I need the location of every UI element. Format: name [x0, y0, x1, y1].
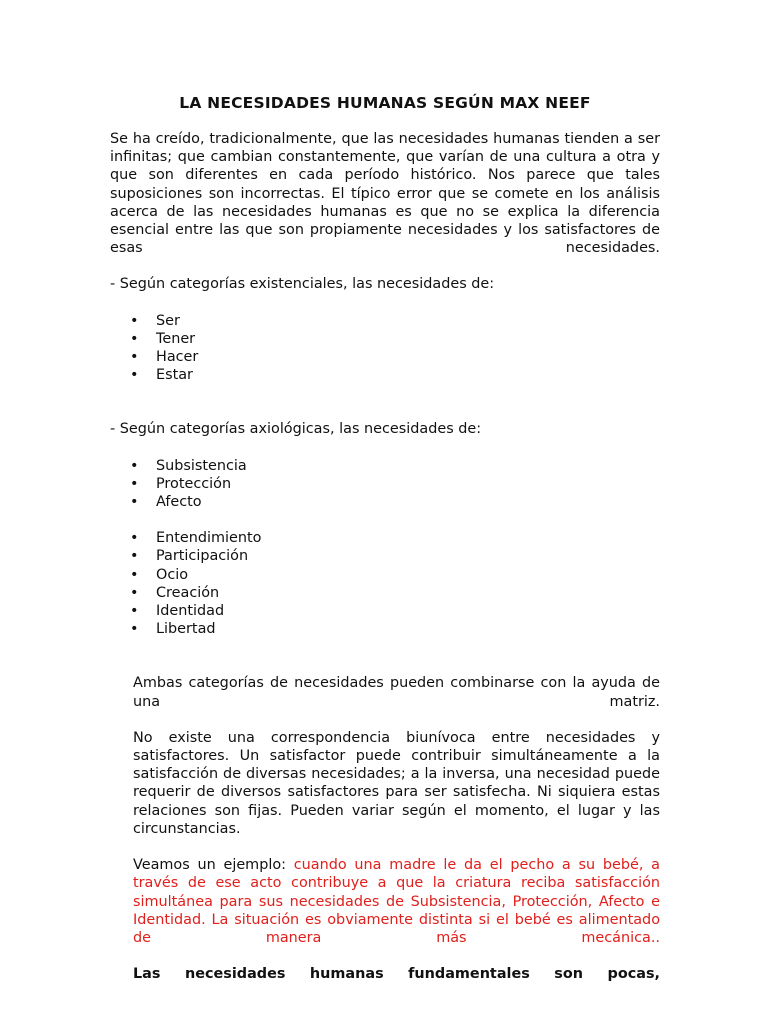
- list-item-label: Ser: [156, 312, 180, 329]
- list-item: [130, 475, 660, 493]
- list-item-label: Ocio: [156, 566, 189, 583]
- spacer: [133, 711, 660, 729]
- bullet-icon: •: [130, 475, 139, 492]
- list-item: [130, 312, 660, 330]
- axiological-list-group-2: [110, 529, 660, 638]
- bullet-icon: •: [130, 530, 139, 547]
- closing-paragraph: Las necesidades humanas fundamentales son pocas,: [133, 966, 660, 983]
- spacer: [110, 511, 660, 529]
- bullet-icon: •: [130, 349, 139, 366]
- list-item-label: Afecto: [156, 494, 202, 511]
- list-item: [130, 620, 660, 638]
- list-item: [130, 348, 660, 366]
- list-item: [130, 457, 660, 475]
- spacer: [110, 638, 660, 674]
- list-item: [130, 529, 660, 547]
- bullet-icon: •: [130, 367, 139, 384]
- list-item: [130, 547, 660, 565]
- list-item-label: Participación: [156, 548, 249, 565]
- list-item-label: Protección: [156, 475, 232, 492]
- spacer: [133, 947, 660, 965]
- list-item-label: Libertad: [156, 621, 216, 638]
- bullet-icon: •: [130, 548, 139, 565]
- list-item: [130, 584, 660, 602]
- list-item: [130, 566, 660, 584]
- existential-heading: - Según categorías existenciales, las necesidades de:: [110, 276, 495, 293]
- example-lead: Veamos un ejemplo:: [133, 857, 294, 874]
- axiological-heading: - Según categorías axiológicas, las necesidades de:: [110, 421, 482, 438]
- bullet-icon: •: [130, 312, 139, 329]
- existential-list: [110, 312, 660, 385]
- list-item-label: Creación: [156, 584, 220, 601]
- list-item-label: Subsistencia: [156, 457, 247, 474]
- list-item-label: Hacer: [156, 349, 199, 366]
- document-title: LA NECESIDADES HUMANAS SEGÚN MAX NEEF: [179, 94, 591, 112]
- bullet-icon: •: [130, 566, 139, 583]
- list-item: [130, 602, 660, 620]
- spacer: [133, 838, 660, 856]
- list-item: [130, 366, 660, 384]
- bullet-icon: •: [130, 621, 139, 638]
- example-highlight: cuando una madre le da el pecho a su bebé, a través de ese acto contribuye a que la criatura reciba satisfacción simultánea para sus necesidades de Subsistencia, Protección, Afecto e Identidad. La situación es obviamente distinta si el bebé es alimentado de manera más mecánica..: [133, 857, 660, 946]
- indented-body: [110, 674, 660, 983]
- list-item-label: Tener: [156, 330, 196, 347]
- list-item-label: Estar: [156, 367, 193, 384]
- bullet-icon: •: [130, 494, 139, 511]
- example-paragraph: [133, 856, 660, 947]
- list-item: [130, 493, 660, 511]
- bullet-icon: •: [130, 603, 139, 620]
- list-item: [130, 330, 660, 348]
- correspondence-paragraph: No existe una correspondencia biunívoca entre necesidades y satisfactores. Un satisfactor puede contribuir simultáneamente a la satisfacción de diversas necesidades; a la inversa, una necesidad puede requerir de diversos satisfactores para ser satisfecha. Ni siquiera estas relaciones son fijas. Pueden variar según el momento, el lugar y las circunstancias.: [133, 729, 660, 837]
- list-item-label: Identidad: [156, 603, 225, 620]
- bullet-icon: •: [130, 457, 139, 474]
- axiological-list-group-1: [110, 457, 660, 512]
- bullet-icon: •: [130, 584, 139, 601]
- list-item-label: Entendimiento: [156, 530, 262, 547]
- bullet-icon: •: [130, 330, 139, 347]
- intro-paragraph: Se ha creído, tradicionalmente, que las necesidades humanas tienden a ser infinitas; que cambian constantemente, que varían de una cultura a otra y que son diferentes en cada período histórico. Nos parece que tales suposiciones son incorrectas. El típico error que se comete en los análisis acerca de las necesidades humanas es que no se explica la diferencia esencial entre las que son propiamente necesidades y los satisfactores de esas necesidades.: [110, 131, 660, 257]
- spacer: [110, 384, 660, 402]
- matrix-paragraph: Ambas categorías de necesidades pueden combinarse con la ayuda de una matriz.: [133, 675, 660, 710]
